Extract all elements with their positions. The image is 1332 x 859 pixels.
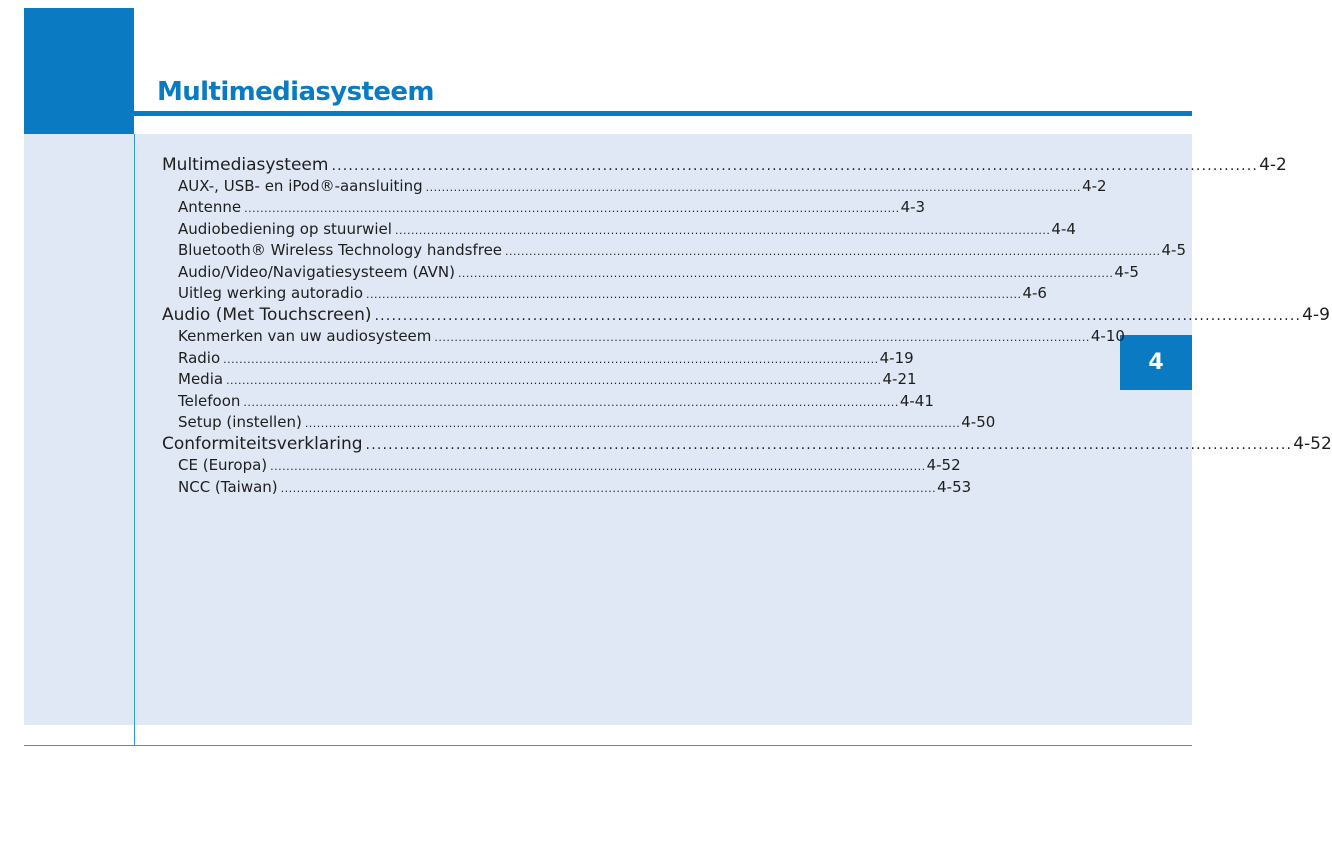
toc-entry-label: AUX-, USB- en iPod®-aansluiting xyxy=(178,177,423,195)
toc-dot-leader: .................................................................................................................................................................... xyxy=(331,158,1259,174)
toc-dot-leader: .................................................................................................................................................................... xyxy=(366,287,1022,301)
toc-entry-label: Multimediasysteem xyxy=(162,155,329,175)
toc-subsection-entry[interactable] xyxy=(162,219,1076,240)
toc-entry-label: Telefoon xyxy=(178,391,241,410)
toc-entry-label: Kenmerken van uw audiosysteem xyxy=(178,327,432,346)
page-title: Multimediasysteem xyxy=(157,77,434,107)
toc-page-number: 4-19 xyxy=(879,348,914,367)
toc-page-number: 4-52 xyxy=(1293,434,1332,455)
toc-page-number: 4-5 xyxy=(1161,241,1186,260)
toc-dot-leader: .................................................................................................................................................................... xyxy=(505,245,1161,259)
toc-subsection-entry[interactable] xyxy=(162,262,1139,283)
toc-subsection-entry[interactable] xyxy=(162,348,914,369)
toc-dot-leader: .................................................................................................................................................................... xyxy=(365,437,1293,454)
toc-dot-leader: .................................................................................................................................................................... xyxy=(270,460,926,474)
toc-dot-leader: .................................................................................................................................................................... xyxy=(304,416,961,430)
header-rule xyxy=(134,111,1192,116)
toc-page-number: 4-21 xyxy=(882,370,917,389)
toc-section-entry[interactable] xyxy=(162,433,1332,455)
toc-entry-label: Audio (Met Touchscreen) xyxy=(162,305,372,326)
toc-subsection-entry[interactable] xyxy=(162,240,1186,261)
toc-entry-label: CE (Europa) xyxy=(178,456,268,475)
toc-subsection-entry[interactable] xyxy=(162,391,934,412)
toc-entry-label: Bluetooth® Wireless Technology handsfree xyxy=(178,241,503,260)
toc-dot-leader: .................................................................................................................................................................... xyxy=(434,331,1090,345)
toc-dot-leader: .................................................................................................................................................................... xyxy=(226,374,882,388)
toc-entry-label: Audiobediening op stuurwiel xyxy=(178,219,392,238)
bottom-rule xyxy=(24,745,1192,746)
toc-entry-label: NCC (Taiwan) xyxy=(178,477,278,496)
toc-page-number: 4-53 xyxy=(937,477,972,496)
toc-entry-label: Conformiteitsverklaring xyxy=(162,434,363,455)
toc-subsection-entry[interactable] xyxy=(162,326,1125,347)
toc-page-number: 4-2 xyxy=(1259,155,1287,175)
toc-subsection-entry[interactable] xyxy=(162,283,1047,304)
toc-entry-label: Setup (instellen) xyxy=(178,412,302,431)
toc-page-number: 4-10 xyxy=(1090,327,1125,346)
toc-dot-leader: .................................................................................................................................................................... xyxy=(425,181,1082,194)
toc-section-entry[interactable] xyxy=(162,304,1330,326)
toc-page-number: 4-41 xyxy=(899,391,934,410)
toc-subsection-entry[interactable] xyxy=(162,197,926,218)
toc-dot-leader: .................................................................................................................................................................... xyxy=(374,308,1302,325)
chapter-tab xyxy=(1120,335,1192,390)
toc-subsection-entry[interactable] xyxy=(162,412,996,433)
toc-subsection-entry[interactable] xyxy=(162,477,972,498)
toc-entry-label: Uitleg werking autoradio xyxy=(178,283,364,302)
toc-entry-label: Media xyxy=(178,370,224,389)
toc-page-number: 4-3 xyxy=(900,198,926,217)
toc-page-number: 4-52 xyxy=(926,456,961,475)
toc-subsection-entry[interactable] xyxy=(162,176,1107,197)
toc-dot-leader: .................................................................................................................................................................... xyxy=(457,266,1114,280)
toc-entry-label: Antenne xyxy=(178,198,242,217)
toc-dot-leader: .................................................................................................................................................................... xyxy=(244,202,900,216)
chapter-number: 4 xyxy=(1148,350,1164,375)
toc-dot-leader: .................................................................................................................................................................... xyxy=(394,223,1051,237)
toc-section-entry[interactable] xyxy=(162,154,1287,176)
toc-subsection-entry[interactable] xyxy=(162,369,917,390)
margin-rule xyxy=(134,134,135,746)
toc-page-number: 4-6 xyxy=(1022,283,1047,302)
corner-block xyxy=(24,8,134,134)
toc-page-number: 4-2 xyxy=(1082,177,1107,195)
toc-dot-leader: .................................................................................................................................................................... xyxy=(223,352,879,366)
toc-dot-leader: .................................................................................................................................................................... xyxy=(280,481,937,495)
toc-entry-label: Radio xyxy=(178,348,221,367)
table-of-contents xyxy=(162,154,1332,498)
toc-dot-leader: .................................................................................................................................................................... xyxy=(243,395,899,409)
toc-page-number: 4-4 xyxy=(1051,219,1076,238)
toc-page-number: 4-9 xyxy=(1302,305,1330,326)
toc-entry-label: Audio/Video/Navigatiesysteem (AVN) xyxy=(178,262,455,281)
toc-subsection-entry[interactable] xyxy=(162,455,961,476)
toc-page-number: 4-50 xyxy=(961,412,996,431)
toc-page-number: 4-5 xyxy=(1114,262,1139,281)
